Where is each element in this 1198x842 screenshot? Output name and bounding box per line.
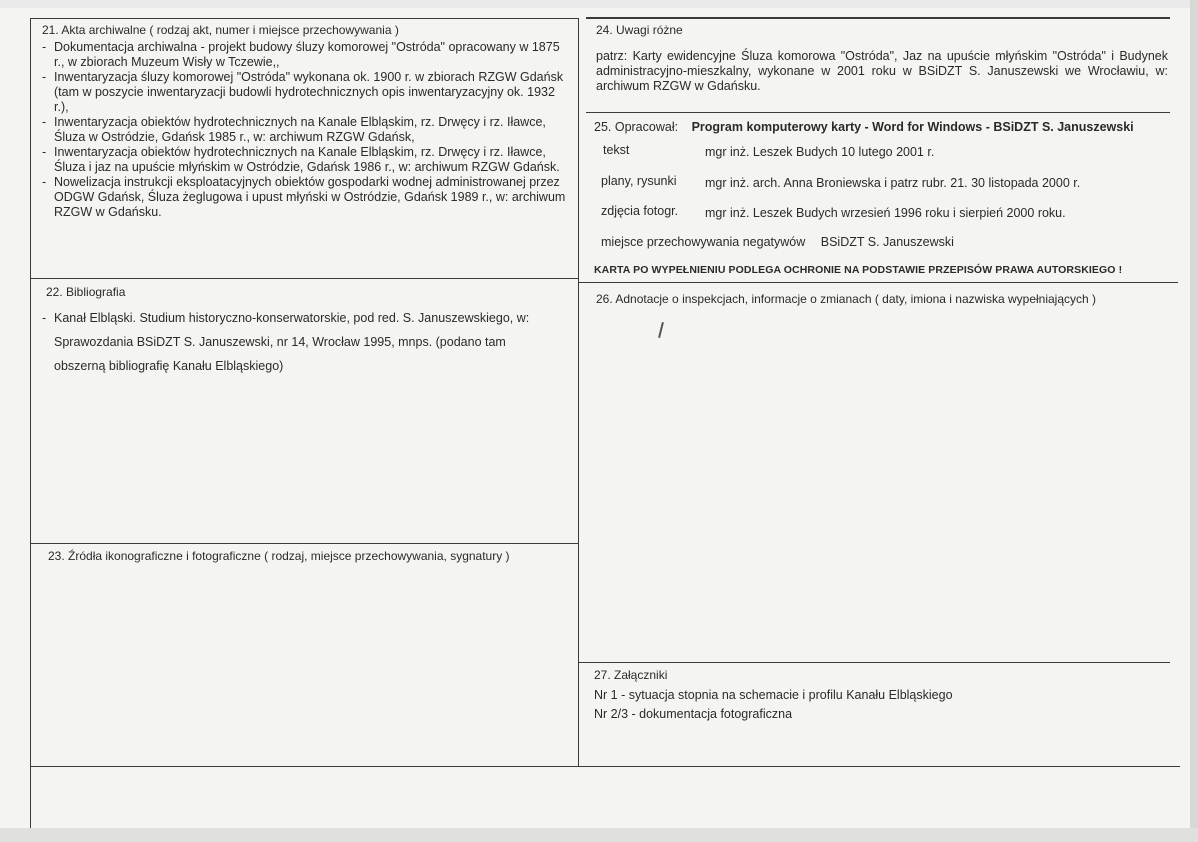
attachment-1: Nr 1 - sytuacja stopnia na schemacie i profilu Kanału Elbląskiego [594, 688, 953, 702]
negatives-value: BSiDZT S. Januszewski [820, 235, 954, 249]
rule-22-23 [30, 543, 578, 544]
top-rule-right [586, 17, 1170, 19]
section-22-list [42, 306, 536, 378]
list-item: - Kanał Elbląski. Studium historyczno-konserwatorskie, pod red. S. Januszewskiego, w: Sprawozdania BSiDZT S. Januszewski, nr 14, Wrocław 1995, mnps. (podano tam obszerną bibliografię Kanału Elbląskiego) [42, 306, 536, 378]
section-27 [594, 668, 1166, 724]
section-22 [46, 285, 536, 378]
bottom-rule [30, 766, 1180, 767]
list-item: - Inwentaryzacja obiektów hydrotechnicznych na Kanale Elbląskim, rz. Drwęcy i rz. Iławce, Śluza i jaz na upuście młyńskim w Ostródzie, Gdańsk 1986 r., w: archiwum RZGW Gdańsk. [42, 145, 572, 175]
section-23-title: 23. Źródła ikonograficzne i fotograficzne ( rodzaj, miejsce przechowywania, sygnatury ) [48, 549, 510, 563]
section-23 [48, 549, 573, 564]
section-24-text: patrz: Karty ewidencyjne Śluza komorowa "Ostróda", Jaz na upuście młyńskim "Ostróda" i Budynek administracyjno-mieszkalny, wykonane w 2001 roku w BSiDZT S. Januszewski we Wrocławiu, w: archiwum RZGW w Gdańsku. [596, 49, 1168, 93]
section-24 [596, 23, 1168, 94]
scan-bottom-edge [0, 828, 1198, 842]
row-value-plans: mgr inż. arch. Anna Broniewska i patrz rubr. 21. 30 listopada 2000 r. [705, 176, 1081, 190]
section-25-title: 25. Opracował: [594, 120, 679, 134]
rule-21-22 [30, 278, 578, 279]
scan-right-edge [1190, 0, 1198, 842]
section-26 [596, 292, 1168, 307]
row-value-text: mgr inż. Leszek Budych 10 lutego 2001 r. [705, 145, 935, 159]
top-rule-left [30, 18, 578, 19]
list-item: - Dokumentacja archiwalna - projekt budowy śluzy komorowej "Ostróda" opracowany w 1875 r., w zbiorach Muzeum Wisły w Tczewie,, [42, 40, 572, 70]
section-24-title: 24. Uwagi różne [596, 23, 683, 37]
rule-24-25 [586, 112, 1170, 113]
program-info: Program komputerowy karty - Word for Windows - BSiDZT S. Januszewski [691, 120, 1134, 134]
left-border [30, 18, 31, 828]
row-label-photos: zdjęcia fotogr. [601, 204, 679, 218]
list-item: - Inwentaryzacja obiektów hydrotechnicznych na Kanale Elbląskim, rz. Drwęcy i rz. Iławce, Śluza w Ostródzie, Gdańsk 1985 r., w: archiwum RZGW Gdańsk, [42, 115, 572, 145]
negatives-row [601, 235, 954, 249]
center-divider [578, 18, 579, 766]
section-26-title: 26. Adnotacje o inspekcjach, informacje o zmianach ( daty, imiona i nazwiska wypełniających ) [596, 292, 1097, 306]
section-27-title: 27. Załączniki [594, 668, 668, 682]
list-item: - Inwentaryzacja śluzy komorowej "Ostróda" wykonana ok. 1900 r. w zbiorach RZGW Gdańsk (tam w poszycie inwentaryzacji budowli hydrotechnicznych opis inwentaryzacyjny ok. 1932 r.), [42, 70, 572, 115]
section-22-title: 22. Bibliografia [46, 285, 126, 299]
row-value-photos: mgr inż. Leszek Budych wrzesień 1996 roku i sierpień 2000 roku. [705, 206, 1066, 220]
section-21-list [42, 40, 572, 220]
copyright-warning: KARTA PO WYPEŁNIENIU PODLEGA OCHRONIE NA PODSTAWIE PRZEPISÓW PRAWA AUTORSKIEGO ! [594, 264, 1123, 276]
row-label-plans: plany, rysunki [601, 174, 677, 188]
scan-top-edge [0, 0, 1198, 8]
rule-25-26 [578, 282, 1178, 283]
list-item: - Nowelizacja instrukcji eksploatacyjnych obiektów gospodarki wodnej administrowanej przez ODGW Gdańsk, Śluza żeglugowa i upust młyński w Ostródzie, Gdańsk 1989 r., w: archiwum RZGW w Gdańsku. [42, 175, 572, 220]
attachment-2: Nr 2/3 - dokumentacja fotograficzna [594, 707, 793, 721]
pen-mark [658, 322, 664, 338]
negatives-label: miejsce przechowywania negatywów [601, 235, 806, 249]
row-label-text: tekst [603, 143, 630, 157]
section-25-header [594, 120, 1174, 134]
rule-26-27 [578, 662, 1170, 663]
section-21 [42, 23, 572, 220]
section-21-title: 21. Akta archiwalne ( rodzaj akt, numer i miejsce przechowywania ) [42, 23, 399, 37]
